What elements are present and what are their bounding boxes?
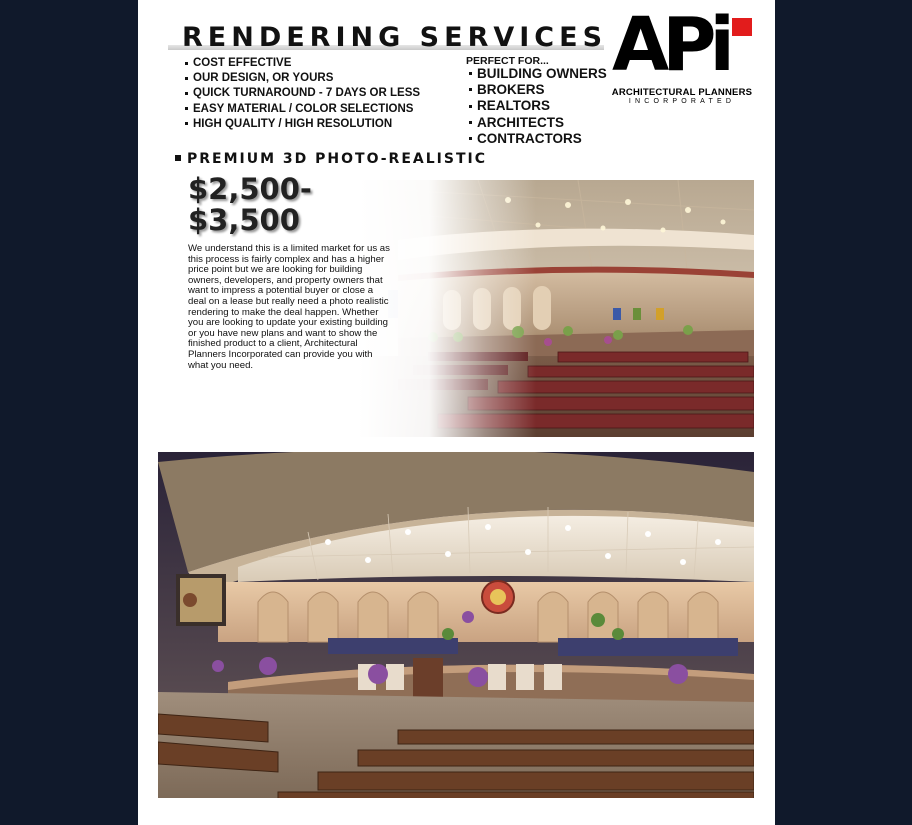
offer-heading: PREMIUM 3D PHOTO-REALISTIC <box>187 151 487 167</box>
audience-item: REALTORS <box>469 98 607 114</box>
logo-red-square <box>732 18 752 36</box>
logo-company-name: ARCHITECTURAL PLANNERS <box>611 87 753 98</box>
price-range <box>188 174 312 236</box>
audience-item: BUILDING OWNERS <box>469 66 607 82</box>
benefit-item: HIGH QUALITY / HIGH RESOLUTION <box>185 117 420 132</box>
price-low: $2,500- <box>188 172 312 206</box>
benefit-item: QUICK TURNAROUND - 7 DAYS OR LESS <box>185 86 420 101</box>
audience-item: BROKERS <box>469 82 607 98</box>
logo-mark: APi <box>612 2 728 88</box>
offer-description: We understand this is a limited market for us as this process is fairly complex and has a higher price point but we are looking for building owners, developers, and property owners that want to impress a potential buyer or close a deal on a lease but really need a photo realistic rendering to make the deal happen. Whether you are looking to update your existing building or you have new plans and want to show the finished product to a client, Architectural Planners Incorporated can provide you with what you need. <box>188 243 390 371</box>
audience-item: ARCHITECTS <box>469 115 607 131</box>
benefit-item: EASY MATERIAL / COLOR SELECTIONS <box>185 102 420 117</box>
sanctuary-rendering-image <box>158 452 754 798</box>
auditorium-rendering-image <box>358 180 754 437</box>
flyer-sheet <box>138 0 775 825</box>
benefit-item: COST EFFECTIVE <box>185 56 420 71</box>
perfect-for-label: PERFECT FOR... <box>466 55 549 67</box>
audience-list <box>469 66 607 147</box>
api-logo <box>606 2 758 106</box>
price-high: $3,500 <box>188 203 300 237</box>
benefit-item: OUR DESIGN, OR YOURS <box>185 71 420 86</box>
audience-item: CONTRACTORS <box>469 131 607 147</box>
logo-company-suffix: INCORPORATED <box>628 98 736 105</box>
heading-bullet-icon <box>175 155 181 161</box>
benefits-list <box>185 56 420 132</box>
page-title: RENDERING SERVICES <box>182 22 608 53</box>
